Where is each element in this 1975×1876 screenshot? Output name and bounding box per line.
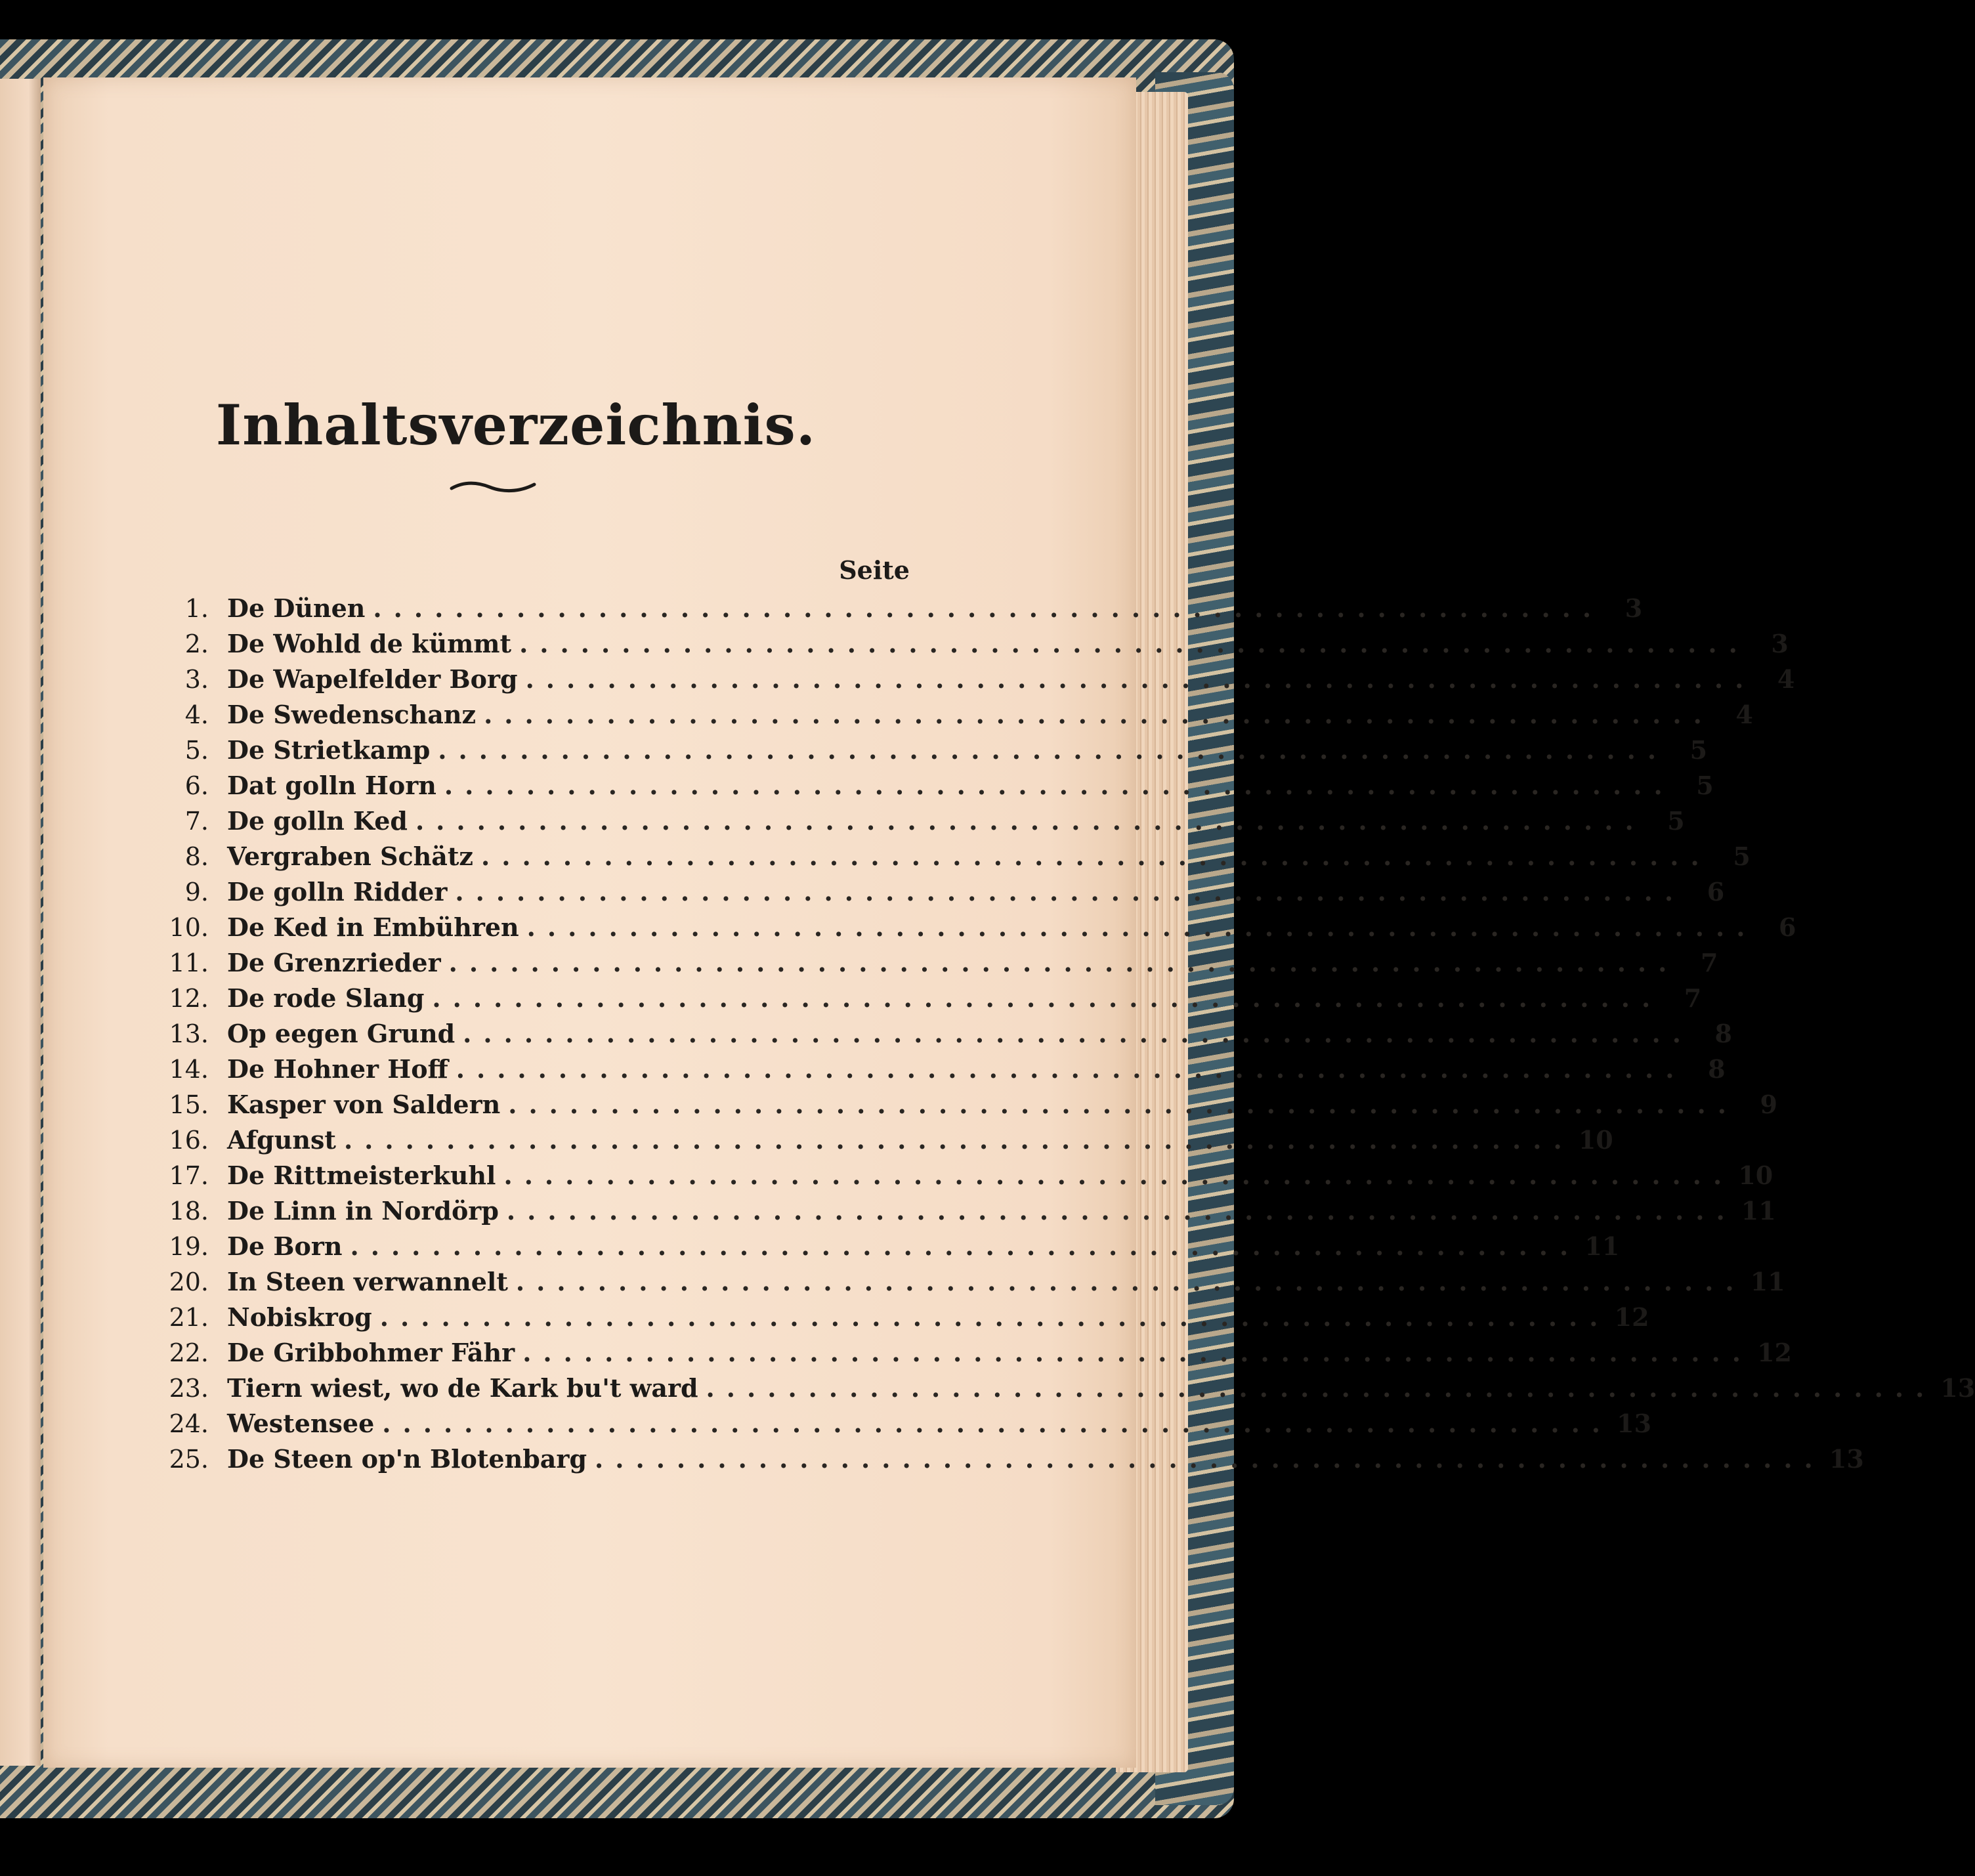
toc-leader-dots: ............................................................	[456, 1054, 1686, 1084]
toc-leader-dots: ............................................................	[343, 1125, 1574, 1155]
toc-entry-number: 15.	[169, 1090, 209, 1119]
toc-entry-number: 11.	[169, 949, 209, 977]
toc-leader-dots: ............................................................	[382, 1409, 1613, 1438]
toc-entry-number: 25.	[169, 1445, 209, 1474]
toc-entry-page: 12	[1757, 1338, 1792, 1367]
toc-leader-dots: ............................................................	[525, 664, 1756, 694]
toc-leader-dots: ............................................................	[350, 1231, 1581, 1261]
toc-entry	[142, 629, 1789, 664]
toc-entry	[142, 593, 1643, 629]
toc-leader-dots: ............................................................	[444, 771, 1674, 800]
toc-entry	[142, 735, 1708, 771]
toc-leader-dots: ............................................................	[373, 593, 1603, 623]
toc-entry-title: De Strietkamp	[227, 735, 431, 765]
toc-leader-dots: ............................................................	[506, 1196, 1737, 1226]
toc-entry-title: De rode Slang	[227, 983, 425, 1013]
toc-entry-number: 17.	[169, 1161, 209, 1190]
toc-entry	[142, 1338, 1792, 1373]
toc-leader-dots: ............................................................	[706, 1373, 1936, 1403]
toc-entry-page: 3	[1625, 593, 1643, 623]
toc-leader-dots: ............................................................	[463, 1019, 1693, 1048]
toc-entry-number: 20.	[169, 1268, 209, 1296]
page-title: Inhaltsverzeichnis.	[215, 393, 817, 458]
toc-entry-number: 3.	[184, 665, 209, 694]
toc-entry-page: 5	[1696, 771, 1714, 800]
toc-entry	[142, 700, 1753, 735]
toc-entry-number: 9.	[184, 878, 209, 906]
toc-entry-title: In Steen verwannelt	[227, 1267, 508, 1296]
toc-entry-title: De Gribbohmer Fähr	[227, 1338, 515, 1367]
toc-entry-page: 13	[1617, 1409, 1652, 1438]
toc-entry-title: De golln Ridder	[227, 877, 448, 906]
toc-leader-dots: ............................................................	[438, 735, 1668, 765]
toc-entry-number: 2.	[184, 629, 209, 658]
toc-leader-dots: ............................................................	[526, 912, 1757, 942]
toc-entry	[142, 877, 1725, 912]
toc-entry-number: 24.	[169, 1409, 209, 1438]
left-page-edge	[0, 79, 41, 1766]
title-ornament	[450, 479, 536, 495]
toc-entry-page: 3	[1771, 629, 1789, 658]
toc-entry-number: 10.	[169, 913, 209, 942]
toc-entry-number: 18.	[169, 1197, 209, 1226]
toc-entry-title: De Swedenschanz	[227, 700, 477, 729]
toc-entry-number: 6.	[184, 771, 209, 800]
toc-leader-dots: ............................................................	[508, 1090, 1738, 1119]
toc-entry-title: De Wohld de kümmt	[227, 629, 512, 658]
toc-entry-title: Op eegen Grund	[227, 1019, 456, 1048]
toc-entry-title: De Grenzrieder	[227, 948, 441, 977]
toc-entry	[142, 1267, 1785, 1302]
toc-entry-page: 11	[1584, 1231, 1620, 1261]
toc-entry	[142, 771, 1714, 806]
toc-entry-page: 13	[1940, 1373, 1975, 1403]
toc-entry	[142, 912, 1796, 948]
table-of-contents	[142, 593, 1975, 1480]
toc-entry-title: De Wapelfelder Borg	[227, 664, 518, 694]
toc-entry-number: 14.	[169, 1055, 209, 1084]
toc-entry	[142, 1019, 1732, 1054]
toc-entry-page: 9	[1760, 1090, 1777, 1119]
toc-entry-page: 8	[1714, 1019, 1732, 1048]
toc-entry	[142, 1054, 1726, 1090]
toc-entry-number: 1.	[184, 594, 209, 623]
toc-entry-number: 21.	[169, 1303, 209, 1332]
toc-leader-dots: ............................................................	[448, 948, 1679, 977]
toc-leader-dots: ............................................................	[515, 1267, 1746, 1296]
toc-entry-page: 7	[1684, 983, 1702, 1013]
toc-entry-page: 8	[1708, 1054, 1726, 1084]
toc-entry	[142, 983, 1702, 1019]
toc-entry-title: Dat golln Horn	[227, 771, 436, 800]
toc-leader-dots: ............................................................	[519, 629, 1749, 658]
toc-entry-page: 10	[1738, 1161, 1773, 1190]
toc-leader-dots: ............................................................	[379, 1302, 1610, 1332]
toc-entry-title: De Ked in Embühren	[227, 912, 519, 942]
book-page	[43, 77, 1975, 1768]
toc-entry	[142, 664, 1795, 700]
toc-entry-page: 12	[1614, 1302, 1649, 1332]
toc-entry-title: Westensee	[227, 1409, 375, 1438]
toc-leader-dots: ............................................................	[484, 700, 1714, 729]
toc-entry-number: 23.	[169, 1374, 209, 1403]
toc-entry	[142, 1161, 1773, 1196]
toc-leader-dots: ............................................................	[522, 1338, 1752, 1367]
toc-entry-title: Vergraben Schätz	[227, 842, 473, 871]
toc-entry-title: Tiern wiest, wo de Kark bu't ward	[227, 1373, 698, 1403]
toc-entry-title: De Dünen	[227, 593, 366, 623]
toc-entry	[142, 1302, 1649, 1338]
toc-entry-title: De Hohner Hoff	[227, 1054, 448, 1084]
toc-entry	[142, 1444, 1864, 1480]
toc-entry-page: 11	[1741, 1196, 1776, 1226]
toc-leader-dots: ............................................................	[503, 1161, 1734, 1190]
toc-entry-title: De Rittmeisterkuhl	[227, 1161, 496, 1190]
toc-entry-title: Afgunst	[227, 1125, 336, 1155]
toc-entry-page: 6	[1707, 877, 1725, 906]
toc-entry-page: 13	[1829, 1444, 1864, 1474]
toc-entry	[142, 842, 1751, 877]
toc-entry-page: 6	[1778, 912, 1796, 942]
toc-entry-number: 4.	[184, 700, 209, 729]
toc-entry	[142, 1125, 1613, 1161]
toc-leader-dots: ............................................................	[415, 806, 1646, 836]
toc-entry-title: De golln Ked	[227, 806, 408, 836]
toc-leader-dots: ............................................................	[455, 877, 1686, 906]
toc-entry-number: 16.	[169, 1126, 209, 1155]
toc-entry	[142, 1409, 1652, 1444]
toc-leader-dots: ............................................................	[480, 842, 1711, 871]
toc-entry	[142, 1373, 1975, 1409]
toc-entry-number: 22.	[169, 1338, 209, 1367]
toc-entry-title: Kasper von Saldern	[227, 1090, 501, 1119]
toc-entry-number: 7.	[184, 807, 209, 836]
toc-leader-dots: ............................................................	[595, 1444, 1825, 1474]
toc-entry-page: 7	[1700, 948, 1718, 977]
toc-entry	[142, 1231, 1620, 1267]
toc-entry-page: 11	[1750, 1267, 1785, 1296]
page-column-header: Seite	[839, 555, 910, 585]
toc-entry-page: 5	[1667, 806, 1685, 836]
toc-entry-page: 4	[1777, 664, 1795, 694]
toc-entry	[142, 1090, 1777, 1125]
toc-entry-title: Nobiskrog	[227, 1302, 372, 1332]
toc-entry	[142, 1196, 1776, 1231]
toc-entry-page: 5	[1689, 735, 1708, 765]
toc-entry-page: 4	[1735, 700, 1753, 729]
toc-leader-dots: ............................................................	[432, 983, 1663, 1013]
toc-entry-number: 13.	[169, 1019, 209, 1048]
toc-entry-number: 19.	[169, 1232, 209, 1261]
toc-entry	[142, 948, 1718, 983]
toc-entry	[142, 806, 1685, 842]
toc-entry-title: De Steen op'n Blotenbarg	[227, 1444, 587, 1474]
toc-entry-page: 5	[1733, 842, 1751, 871]
toc-entry-page: 10	[1578, 1125, 1613, 1155]
toc-entry-title: De Linn in Nordörp	[227, 1196, 499, 1226]
toc-entry-number: 8.	[184, 842, 209, 871]
toc-entry-title: De Born	[227, 1231, 343, 1261]
toc-entry-number: 12.	[169, 984, 209, 1013]
toc-entry-number: 5.	[184, 736, 209, 765]
